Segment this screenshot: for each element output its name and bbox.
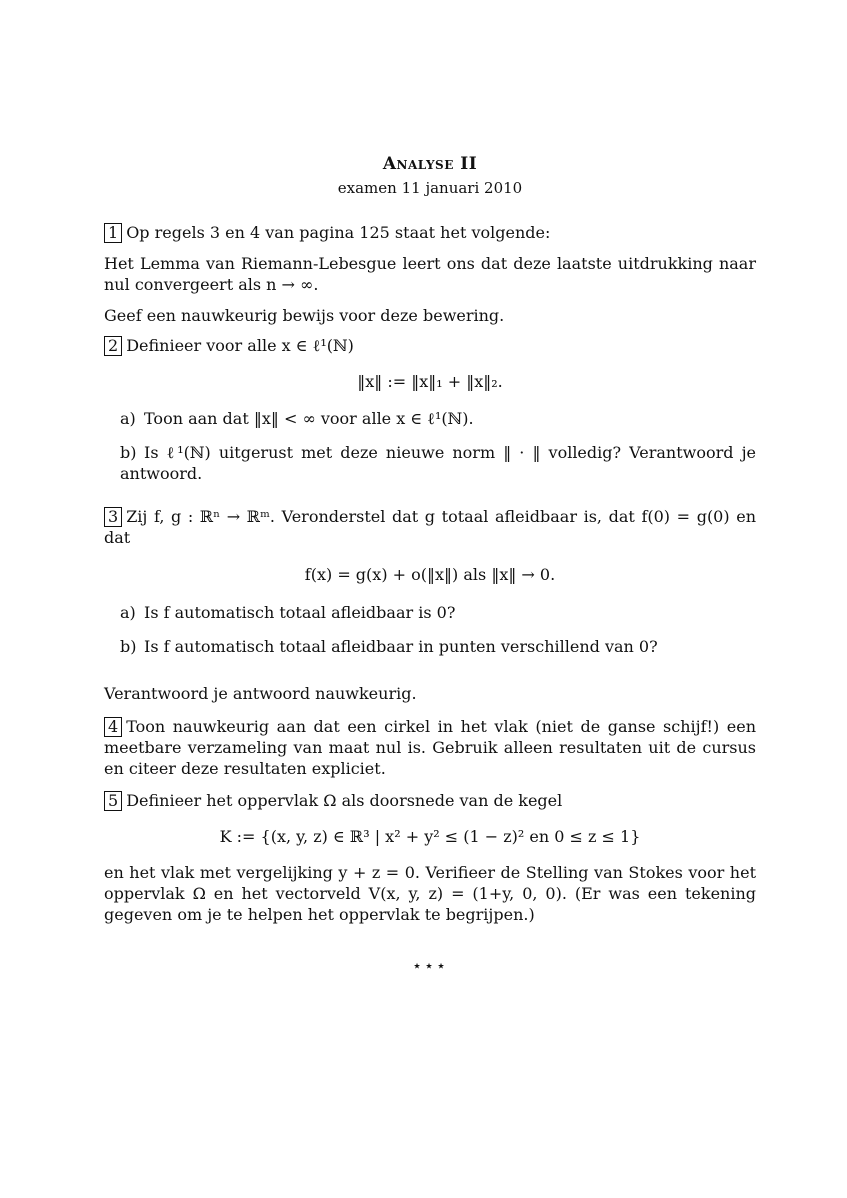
question-4-text: Toon nauwkeurig aan dat een cirkel in het vlak (niet de ganse schijf!) een meetbare verzameling van maat nul is. Gebruik alleen resultaten uit de cursus en citeer deze resultaten expliciet.: [104, 717, 756, 778]
question-2-intro-text: Definieer voor alle x ∈ ℓ¹(ℕ): [126, 336, 354, 355]
question-3-equation: f(x) = g(x) + o(‖x‖) als ‖x‖ → 0.: [304, 565, 556, 584]
question-3-closing: Verantwoord je antwoord nauwkeurig.: [104, 684, 417, 703]
exam-page: [104, 154, 756, 976]
question-3-number: 3: [104, 507, 122, 527]
item-text: Toon aan dat ‖x‖ < ∞ voor alle x ∈ ℓ¹(ℕ).: [144, 409, 474, 428]
question-2-item-a: [120, 408, 756, 429]
item-text: Is f automatisch totaal afleidbaar is 0?: [144, 603, 456, 622]
item-text: Is ℓ¹(ℕ) uitgerust met deze nieuwe norm ‖ · ‖ volledig? Verantwoord je antwoord.: [120, 443, 756, 483]
end-stars: ⋆⋆⋆: [411, 956, 449, 975]
question-2-intro: [104, 335, 756, 356]
question-5-number: 5: [104, 791, 122, 811]
question-2-equation: ‖x‖ := ‖x‖₁ + ‖x‖₂.: [357, 372, 503, 391]
item-label: a): [120, 409, 136, 428]
question-1-intro-text: Op regels 3 en 4 van pagina 125 staat het volgende:: [126, 223, 551, 242]
exam-subtitle: examen 11 januari 2010: [337, 179, 523, 197]
question-5-text: en het vlak met vergelijking y + z = 0. Verifieer de Stelling van Stokes voor het oppervlak Ω en het vectorveld V(x, y, z) = (1+y, 0, 0). (Er was een tekening gegeven om je te helpen het oppervlak te begrijpen.): [104, 863, 756, 924]
question-3-item-a: [120, 602, 756, 623]
item-label: b): [120, 637, 137, 656]
question-1-intro: [104, 222, 756, 243]
question-1-number: 1: [104, 223, 122, 243]
question-5-equation: K := {(x, y, z) ∈ ℝ³ | x² + y² ≤ (1 − z)² en 0 ≤ z ≤ 1}: [219, 827, 641, 846]
item-text: Is f automatisch totaal afleidbaar in punten verschillend van 0?: [144, 637, 658, 656]
question-4: [104, 716, 756, 779]
question-3-intro: [104, 506, 756, 548]
question-2-item-b: [120, 442, 756, 484]
question-1-quote: Het Lemma van Riemann-Lebesgue leert ons dat deze laatste uitdrukking naar nul convergeert als n → ∞.: [104, 254, 756, 294]
question-4-number: 4: [104, 717, 122, 737]
question-1-task: Geef een nauwkeurig bewijs voor deze bewering.: [104, 306, 505, 325]
question-2-number: 2: [104, 336, 122, 356]
exam-title: Analyse II: [382, 154, 478, 174]
question-5-intro-text: Definieer het oppervlak Ω als doorsnede van de kegel: [126, 791, 563, 810]
question-3-intro-text: Zij f, g : ℝⁿ → ℝᵐ. Veronderstel dat g totaal afleidbaar is, dat f(0) = g(0) en dat: [104, 507, 756, 547]
item-label: b): [120, 443, 137, 462]
item-label: a): [120, 603, 136, 622]
question-3-items: [104, 602, 756, 657]
question-3-item-b: [120, 636, 756, 657]
question-2-items: [104, 408, 756, 484]
question-5-intro: [104, 790, 756, 811]
